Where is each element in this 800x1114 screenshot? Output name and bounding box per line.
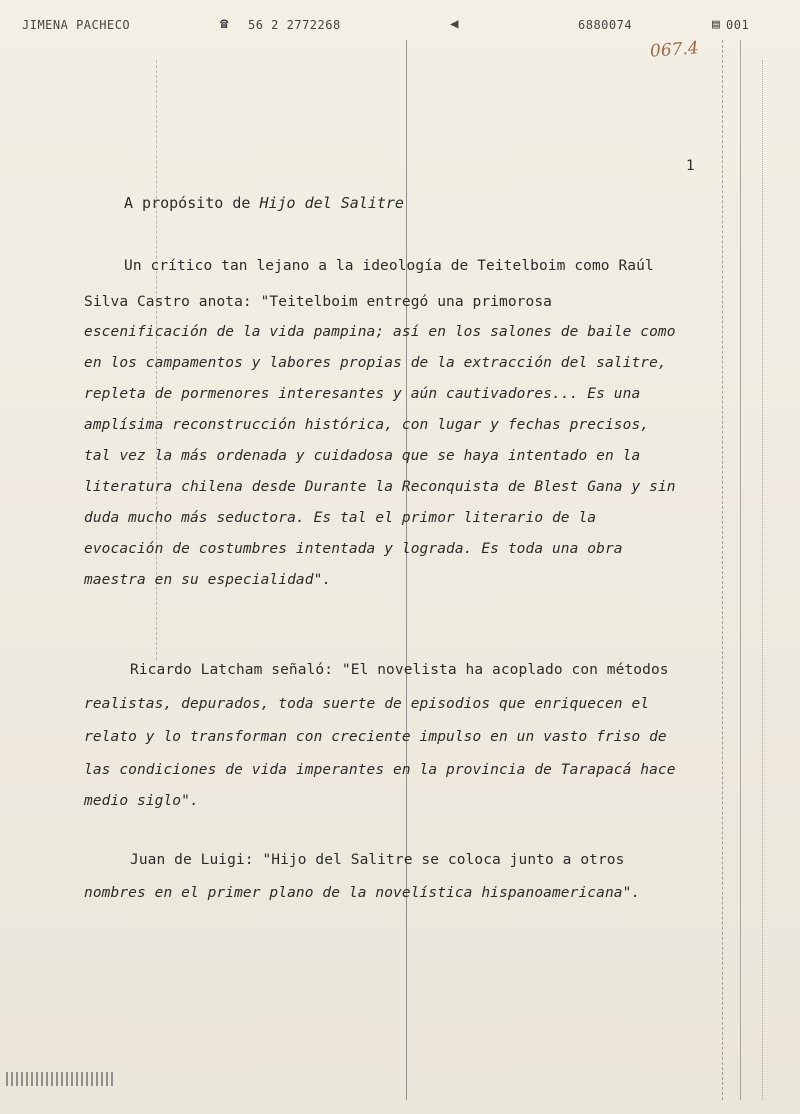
fax-phone: 56 2 2772268 <box>248 18 341 32</box>
paragraph-line: evocación de costumbres intentada y lograda. Es toda una obra <box>84 541 623 557</box>
page-number: 1 <box>686 158 695 174</box>
scan-edge-line <box>762 60 763 1100</box>
paragraph-line: Un crítico tan lejano a la ideología de Teitelboim como Raúl <box>124 258 654 274</box>
title-work: Hijo del Salitre <box>259 194 404 212</box>
paragraph-line: realistas, depurados, toda suerte de episodios que enriquecen el <box>84 696 650 712</box>
scan-edge-line <box>722 40 723 1100</box>
paragraph-line: repleta de pormenores interesantes y aún cautivadores... Es una <box>84 386 641 402</box>
paragraph-line: literatura chilena desde Durante la Reconquista de Blest Gana y sin <box>84 479 676 495</box>
fax-number: 6880074 <box>578 18 633 32</box>
paragraph-line: escenificación de la vida pampina; así en los salones de baile como <box>84 324 676 340</box>
scan-edge-mark <box>6 1072 116 1086</box>
handwritten-note: 067.4 <box>649 38 700 62</box>
paragraph-line: en los campamentos y labores propias de la extracción del salitre, <box>84 355 667 371</box>
paragraph-line: relato y lo transforman con creciente impulso en un vasto friso de <box>84 729 667 745</box>
scan-edge-line <box>740 40 741 1100</box>
fold-line <box>406 40 407 1100</box>
paragraph-line: nombres en el primer plano de la novelística hispanoamericana". <box>84 885 641 901</box>
paragraph-line: las condiciones de vida imperantes en la provincia de Tarapacá hace <box>84 762 676 778</box>
title-prefix: A propósito de <box>124 194 260 212</box>
paragraph-line: medio siglo". <box>84 793 199 809</box>
document-icon: ▤ <box>712 17 721 32</box>
fax-sender: JIMENA PACHECO <box>22 18 131 32</box>
paragraph-line: Juan de Luigi: "Hijo del Salitre se coloca junto a otros <box>130 852 625 868</box>
paragraph-line: Silva Castro anota: "Teitelboim entregó una primorosa <box>84 294 552 310</box>
phone-icon: ☎ <box>220 16 229 32</box>
document-title <box>124 194 404 212</box>
paragraph-line: tal vez la más ordenada y cuidadosa que se haya intentado en la <box>84 448 641 464</box>
transmit-arrow-icon: ◀ <box>450 16 459 32</box>
fax-header <box>0 18 800 38</box>
paragraph-line: duda mucho más seductora. Es tal el primor literario de la <box>84 510 597 526</box>
paragraph-line: amplísima reconstrucción histórica, con lugar y fechas precisos, <box>84 417 650 433</box>
paragraph-line: Ricardo Latcham señaló: "El novelista ha acoplado con métodos <box>130 662 669 678</box>
paragraph-line: maestra en su especialidad". <box>84 572 332 588</box>
fax-page-count: 001 <box>726 18 750 32</box>
